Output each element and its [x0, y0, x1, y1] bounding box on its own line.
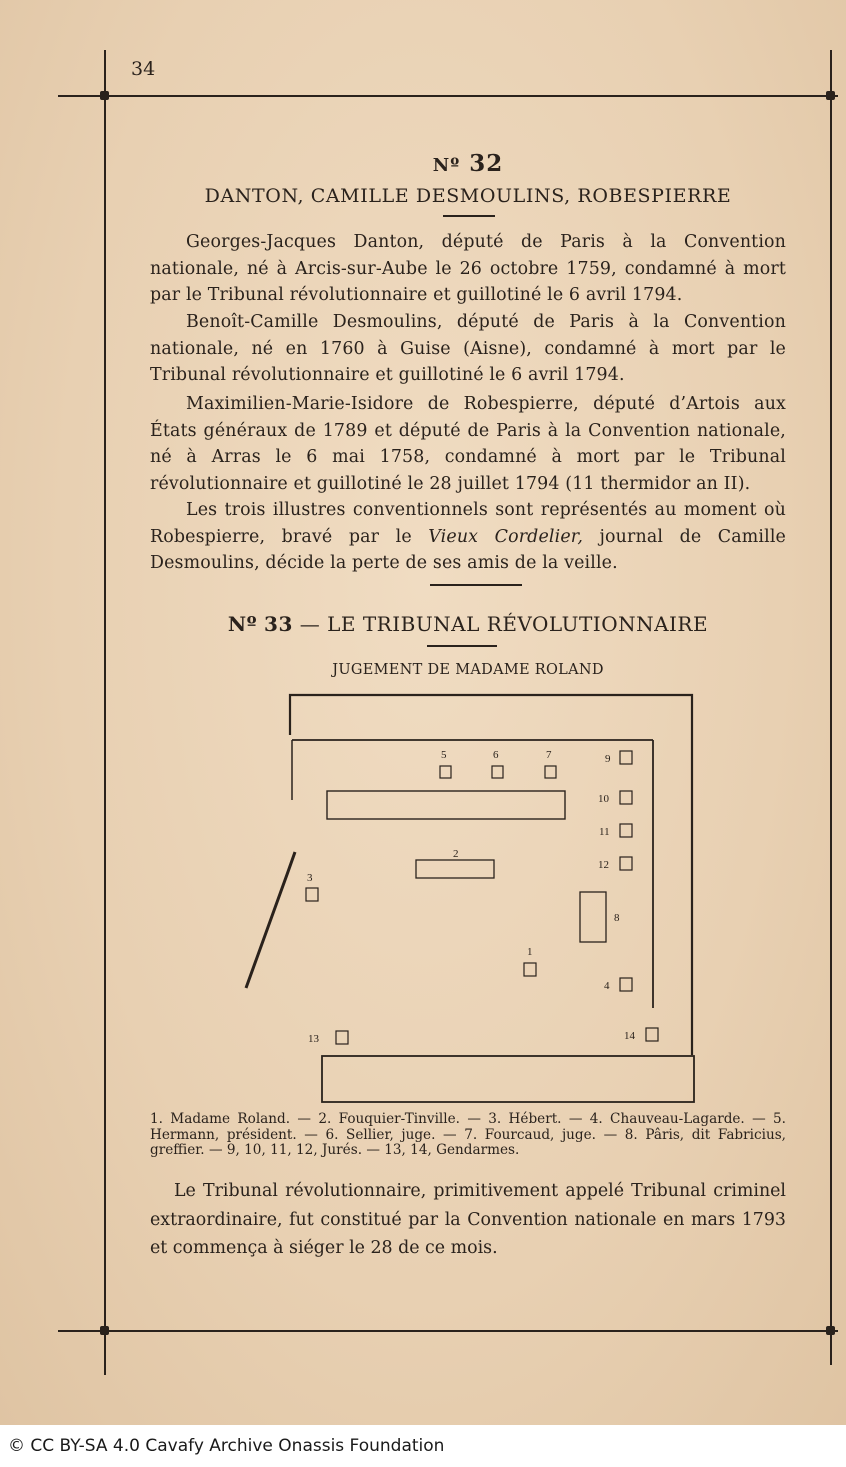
frame-right-line	[830, 50, 832, 1365]
plan-label-7: 7	[546, 749, 552, 761]
newspaper-title: Vieux Cordelier,	[428, 526, 583, 547]
title-rule	[443, 215, 495, 217]
seat	[620, 751, 632, 764]
frame-corner-ornament	[100, 1326, 109, 1335]
seat	[306, 888, 318, 901]
number-prefix: Nº	[227, 612, 258, 636]
frame-bottom-line	[58, 1330, 838, 1332]
license-text: © CC BY-SA 4.0 Cavafy Archive Onassis Foundation	[8, 1436, 445, 1456]
seat	[620, 791, 632, 804]
prosecutor-table	[416, 860, 494, 878]
plan-label-11: 11	[599, 826, 610, 838]
plan-label-1: 1	[527, 946, 533, 958]
plan-label-13: 13	[308, 1033, 319, 1045]
railing-stroke	[246, 852, 295, 988]
number-prefix: Nº	[432, 155, 461, 176]
plan-label-2: 2	[453, 848, 459, 860]
frame-corner-ornament	[100, 91, 109, 100]
dock-bench	[322, 1056, 694, 1102]
seat	[620, 978, 632, 991]
plan-label-6: 6	[493, 749, 499, 761]
closing-paragraph: Le Tribunal révolutionnaire, primitivement appelé Tribunal criminel extraordinaire, fut constitué par la Convention nationale en mars 1793 et commença à siéger le 28 de ce mois.	[150, 1181, 786, 1258]
section-33-title	[150, 612, 786, 636]
paragraph-representation	[150, 497, 786, 577]
plan-subtitle: JUGEMENT DE MADAME ROLAND	[332, 662, 604, 678]
seat	[492, 766, 503, 778]
title-text: — LE TRIBUNAL RÉVOLUTIONNAIRE	[299, 612, 709, 636]
plan-label-3: 3	[307, 872, 313, 884]
tribunal-floor-plan	[240, 690, 710, 1110]
seat	[646, 1028, 658, 1041]
seat	[545, 766, 556, 778]
number-value: 33	[264, 612, 293, 636]
frame-corner-ornament	[826, 91, 835, 100]
frame-corner-ornament	[826, 1326, 835, 1335]
seat	[336, 1031, 348, 1044]
section-32-number	[150, 150, 786, 177]
plan-label-8: 8	[614, 912, 620, 924]
section-32-title: DANTON, CAMILLE DESMOULINS, ROBESPIERRE	[204, 185, 732, 207]
clerk-table	[580, 892, 606, 942]
paragraph-text: journal de Camille Desmoulins, décide la perte de ses amis de la veille.	[150, 526, 786, 573]
paragraph-robespierre: Maximilien-Marie-Isidore de Robespierre, député d’Artois aux États généraux de 1789 et député de Paris à la Convention nationale, né à Arras le 6 mai 1758, condamné à mort par le Tribunal révolutionnaire et guillotiné le 28 juillet 1794 (11 thermidor an II).	[150, 394, 786, 494]
title-rule	[427, 645, 497, 647]
frame-left-line	[104, 50, 106, 1375]
plan-label-10: 10	[598, 793, 609, 805]
paragraph-desmoulins: Benoît-Camille Desmoulins, député de Paris à la Convention nationale, né en 1760 à Guise (Aisne), condamné à mort par le Tribunal révolutionnaire et guillotiné le 6 avril 1794.	[150, 312, 786, 385]
plan-label-4: 4	[604, 980, 610, 992]
seat	[440, 766, 451, 778]
number-value: 32	[469, 150, 504, 177]
seat	[620, 857, 632, 870]
license-footer	[0, 1425, 846, 1467]
bench	[327, 791, 565, 819]
plan-label-14: 14	[624, 1030, 635, 1042]
plan-label-9: 9	[605, 753, 611, 765]
frame-top-line	[58, 95, 838, 97]
page-number: 34	[131, 58, 156, 80]
seat	[524, 963, 536, 976]
plan-label-5: 5	[441, 749, 447, 761]
plan-label-12: 12	[598, 859, 609, 871]
plan-legend: 1. Madame Roland. — 2. Fouquier-Tinville. — 3. Hébert. — 4. Chauveau-Lagarde. — 5. Hermann, président. — 6. Sellier, juge. — 7. Fourcaud, juge. — 8. Pâris, dit Fabricius, greffier. — 9, 10, 11, 12, Jurés. — 13, 14, Gendarmes.	[150, 1111, 786, 1158]
paragraph-text: Les trois illustres conventionnels sont représentés au moment où Robespierre, bravé par le	[150, 500, 786, 547]
section-separator	[430, 584, 522, 586]
paragraph-danton: Georges-Jacques Danton, député de Paris à la Convention nationale, né à Arcis-sur-Aube le 26 octobre 1759, condamné à mort par le Tribunal révolutionnaire et guillotiné le 6 avril 1794.	[150, 232, 786, 305]
seat	[620, 824, 632, 837]
outer-wall	[290, 695, 692, 1055]
